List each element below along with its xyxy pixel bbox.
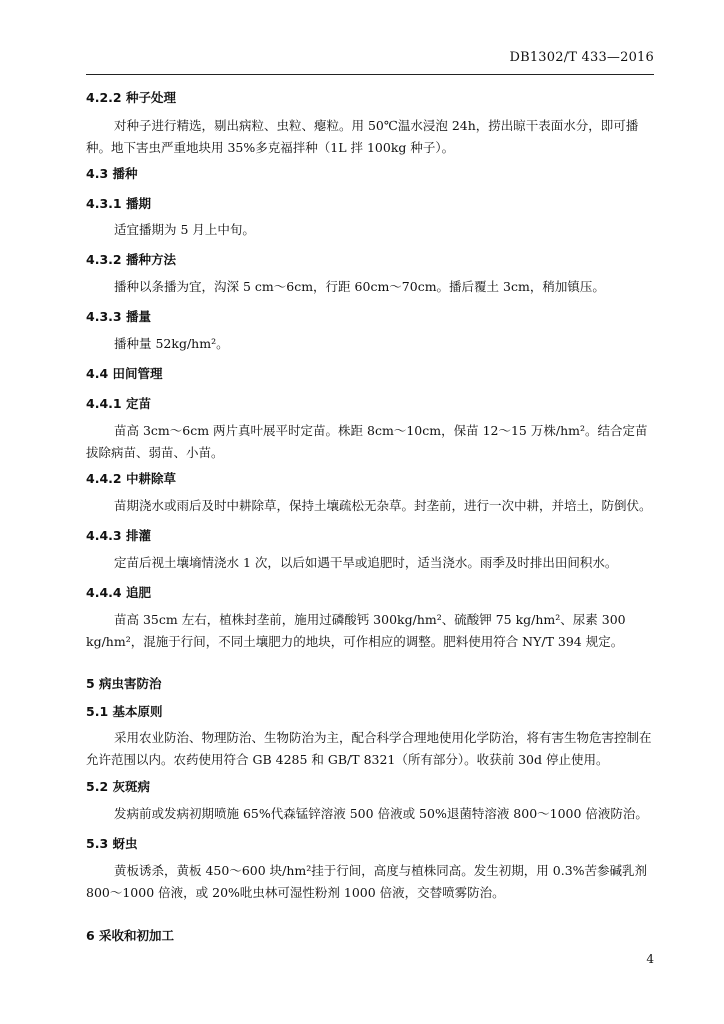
- heading-4-2-2: 4.2.2 种子处理: [86, 90, 176, 105]
- heading-4-4-3: 4.4.3 排灌: [86, 528, 151, 543]
- heading-4-4: 4.4 田间管理: [86, 366, 163, 381]
- paragraph-gray-spot: 发病前或发病初期喷施 65%代森锰锌溶液 500 倍液或 50%退菌特溶液 800～1000 倍液防治。: [114, 806, 648, 821]
- heading-4-3-3: 4.3.3 播量: [86, 309, 151, 324]
- document-code: DB1302/T 433—2016: [509, 50, 654, 65]
- paragraph-irrigation: 定苗后视土壤墒情浇水 1 次，以后如遇干旱或追肥时，适当浇水。雨季及时排出田间积水。: [114, 555, 618, 570]
- paragraph-thinning: 苗高 3cm～6cm 两片真叶展平时定苗。株距 8cm～10cm，保苗 12～15 万株/hm²。结合定苗拔除病苗、弱苗、小苗。: [86, 423, 648, 460]
- heading-6: 6 采收和初加工: [86, 928, 175, 943]
- heading-4-3-1: 4.3.1 播期: [86, 196, 151, 211]
- page-number: 4: [646, 952, 654, 966]
- heading-5-2: 5.2 灰斑病: [86, 779, 150, 794]
- heading-5: 5 病虫害防治: [86, 676, 162, 691]
- paragraph-weeding: 苗期浇水或雨后及时中耕除草，保持土壤疏松无杂草。封垄前，进行一次中耕，并培土，防倒伏。: [114, 498, 652, 513]
- heading-4-4-1: 4.4.1 定苗: [86, 396, 151, 411]
- paragraph-fertilizing: 苗高 35cm 左右，植株封垄前，施用过磷酸钙 300kg/hm²、硫酸钾 75 kg/hm²、尿素 300 kg/hm²，混施于行间，不同土壤肥力的地块，可作相应的调整。肥料使用符合 NY/T 394 规定。: [86, 612, 626, 649]
- heading-5-3: 5.3 蚜虫: [86, 836, 138, 851]
- paragraph-basic-principles: 采用农业防治、物理防治、生物防治为主，配合科学合理地使用化学防治，将有害生物危害控制在允许范围以内。农药使用符合 GB 4285 和 GB/T 8321（所有部分）。收获前 30d 停止使用。: [86, 730, 652, 767]
- heading-4-4-2: 4.4.2 中耕除草: [86, 471, 176, 486]
- heading-4-3-2: 4.3.2 播种方法: [86, 252, 176, 267]
- heading-4-4-4: 4.4.4 追肥: [86, 585, 151, 600]
- heading-5-1: 5.1 基本原则: [86, 704, 163, 719]
- heading-4-3: 4.3 播种: [86, 166, 138, 181]
- paragraph-seed-treatment: 对种子进行精选，剔出病粒、虫粒、瘪粒。用 50℃温水浸泡 24h，捞出晾干表面水分，即可播种。地下害虫严重地块用 35%多克福拌种（1L 拌 100kg 种子）。: [86, 118, 639, 155]
- paragraph-sowing-method: 播种以条播为宜，沟深 5 cm～6cm，行距 60cm～70cm。播后覆土 3cm，稍加镇压。: [114, 279, 605, 294]
- header-rule: [86, 74, 654, 75]
- paragraph-sowing-period: 适宜播期为 5 月上中旬。: [114, 222, 255, 237]
- paragraph-sowing-rate: 播种量 52kg/hm²。: [114, 336, 229, 351]
- paragraph-aphids: 黄板诱杀，黄板 450～600 块/hm²挂于行间，高度与植株同高。发生初期，用 0.3%苦参碱乳剂 800～1000 倍液，或 20%吡虫林可湿性粉剂 1000 倍液，交替喷雾防治。: [86, 863, 648, 900]
